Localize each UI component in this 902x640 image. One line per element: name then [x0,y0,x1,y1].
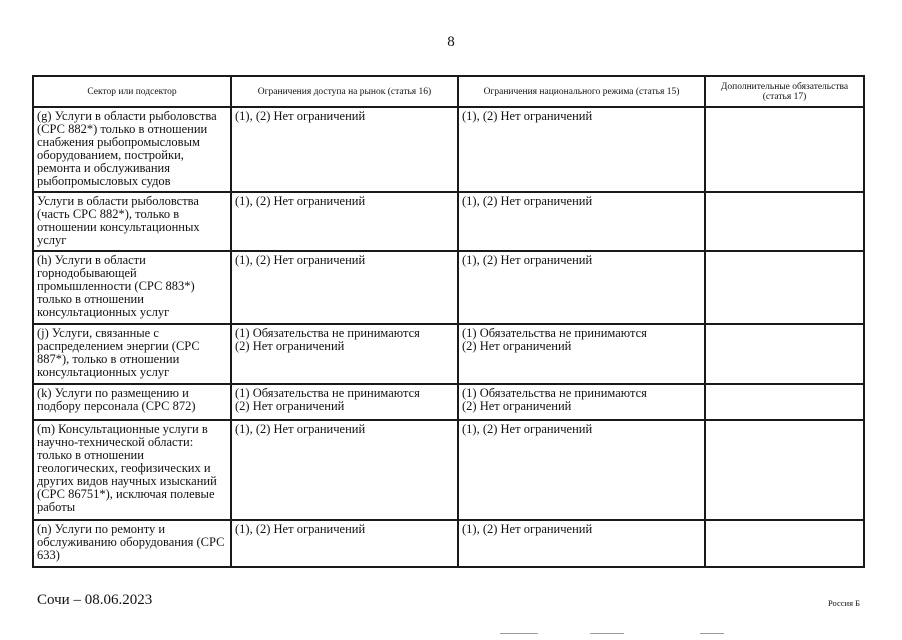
sector-cell: (m) Консультационные услуги в научно-технической области: только в отношении геологических, геофизических и других видов научных изысканий (СРС 86751*), исключая полевые работы [33,420,231,520]
table-row [33,251,864,324]
market-access-cell [231,107,458,192]
additional-commitments-cell [705,324,864,384]
national-treatment-line: (1), (2) Нет ограничений [462,522,593,536]
sector-cell: (n) Услуги по ремонту и обслуживанию оборудования (СРС 633) [33,520,231,567]
national-treatment-line: (1), (2) Нет ограничений [462,194,593,208]
national-treatment-cell [458,251,705,324]
scan-artifact [500,633,538,634]
market-access-line: (1), (2) Нет ограничений [235,194,366,208]
additional-commitments-cell [705,251,864,324]
national-treatment-cell [458,420,705,520]
national-treatment-cell [458,107,705,192]
table-row [33,324,864,384]
market-access-cell [231,384,458,420]
table-row [33,192,864,251]
page-number: 8 [447,34,455,50]
header-sector: Сектор или подсектор [33,76,231,107]
national-treatment-cell [458,520,705,567]
table-row [33,420,864,520]
national-treatment-line: (2) Нет ограничений [462,399,572,413]
national-treatment-line: (2) Нет ограничений [462,339,572,353]
scan-artifact [590,633,624,634]
market-access-cell [231,324,458,384]
table-row [33,520,864,567]
header-market-access: Ограничения доступа на рынок (статья 16) [231,76,458,107]
market-access-cell [231,192,458,251]
national-treatment-cell [458,324,705,384]
scan-artifact [700,633,724,634]
additional-commitments-cell [705,420,864,520]
table-row [33,107,864,192]
market-access-line: (1), (2) Нет ограничений [235,522,366,536]
additional-commitments-cell [705,107,864,192]
sector-cell: Услуги в области рыболовства (часть СРС 882*), только в отношении консультационных услуг [33,192,231,251]
sector-cell: (k) Услуги по размещению и подбору персонала (СРС 872) [33,384,231,420]
header-national-treatment: Ограничения национального режима (статья 15) [458,76,705,107]
footer-party-label: Россия Б [828,598,860,608]
national-treatment-line: (1), (2) Нет ограничений [462,253,593,267]
national-treatment-line: (1), (2) Нет ограничений [462,422,593,436]
market-access-line: (1), (2) Нет ограничений [235,109,366,123]
market-access-cell [231,520,458,567]
footer-location-date: Сочи – 08.06.2023 [37,592,153,608]
national-treatment-line: (1), (2) Нет ограничений [462,109,593,123]
additional-commitments-cell [705,384,864,420]
table-row [33,384,864,420]
market-access-line: (1), (2) Нет ограничений [235,253,366,267]
market-access-line: (1), (2) Нет ограничений [235,422,366,436]
national-treatment-cell [458,192,705,251]
additional-commitments-cell [705,192,864,251]
sector-cell: (h) Услуги в области горнодобывающей промышленности (СРС 883*) только в отношении консультационных услуг [33,251,231,324]
market-access-cell [231,420,458,520]
national-treatment-cell [458,384,705,420]
national-treatment-line: (1) Обязательства не принимаются [462,326,647,340]
additional-commitments-cell [705,520,864,567]
market-access-line: (2) Нет ограничений [235,399,345,413]
table-header-row [33,76,864,107]
commitments-table [32,75,865,568]
market-access-line: (1) Обязательства не принимаются [235,386,420,400]
market-access-cell [231,251,458,324]
sector-cell: (g) Услуги в области рыболовства (СРС 882*) только в отношении снабжения рыбопромысловым оборудованием, постройки, ремонта и обслуживания рыбопромысловых судов [33,107,231,192]
sector-cell: (j) Услуги, связанные с распределением энергии (СРС 887*), только в отношении консультационных услуг [33,324,231,384]
market-access-line: (1) Обязательства не принимаются [235,326,420,340]
market-access-line: (2) Нет ограничений [235,339,345,353]
header-additional-commitments: Дополнительные обязательства (статья 17) [705,76,864,107]
national-treatment-line: (1) Обязательства не принимаются [462,386,647,400]
